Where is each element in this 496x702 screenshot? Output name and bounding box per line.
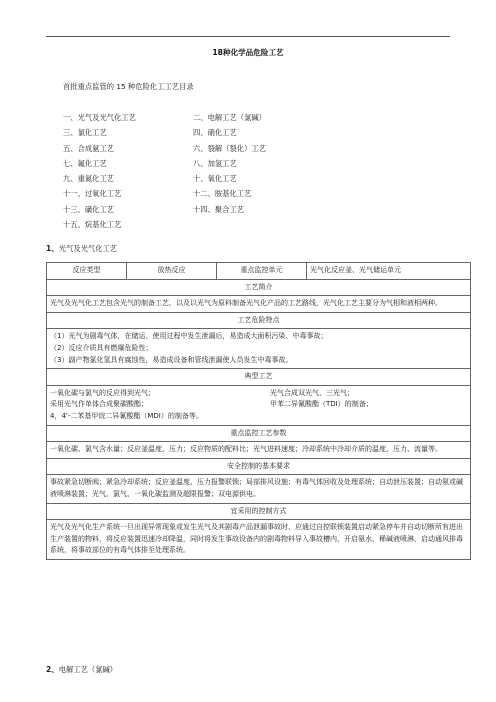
catalog-item: 十一、过氧化工艺 xyxy=(63,189,122,199)
catalog-item: 八、加氢工艺 xyxy=(193,158,237,168)
table-row xyxy=(47,475,471,503)
typical-item: 光气合成双光气、三光气； xyxy=(270,388,354,397)
catalog-item: 十、氧化工艺 xyxy=(193,174,237,184)
section-body-cell: 一氧化碳、氯气含水量；反应釜温度、压力；反应物质的配料比；光气进料速度；冷却系统中冷却介质的温度、压力、流量等。 xyxy=(47,442,471,459)
catalog-intro: 首批重点监管的 15 种危险化工工艺目录 xyxy=(63,82,194,91)
hazard-item: （1）光气为剧毒气体，在储运、使用过程中发生泄漏后，易造成大面积污染、中毒事故； xyxy=(50,332,328,341)
section-header-cell: 安全控制的基本要求 xyxy=(47,458,471,475)
table-row xyxy=(47,385,471,425)
typical-row xyxy=(50,388,467,400)
catalog-item: 十二、胺基化工艺 xyxy=(193,189,252,199)
catalog-item: 七、氟化工艺 xyxy=(63,158,107,168)
table-cell: 重点监控单元 xyxy=(217,263,307,280)
catalog-row xyxy=(63,220,363,235)
section-body-cell: 事故紧急切断阀；紧急冷却系统；反应釜温度、压力报警联锁；局部排风设施；有毒气体回收及处理系统；自动泄压装置；自动氨或碱液喷淋装置；光气、氯气、一氧化碳监测及超限报警；双电源供电。 xyxy=(47,475,471,503)
table-row xyxy=(47,263,471,280)
section-name: 电解工艺（氯碱） xyxy=(58,665,118,674)
table-row xyxy=(47,458,471,475)
section-heading-1 xyxy=(46,243,117,254)
section-name: 光气及光气化工艺 xyxy=(58,244,118,253)
process-table xyxy=(46,262,471,560)
catalog-row xyxy=(63,113,363,128)
catalog-row xyxy=(63,144,363,159)
catalog-item: 六、裂解（裂化）工艺 xyxy=(193,143,266,153)
table-row xyxy=(47,425,471,442)
table-cell: 光气化反应釜、光气储运单元 xyxy=(307,263,471,280)
table-row xyxy=(47,329,471,369)
typical-item: 一氧化碳与氯气的反应得到光气； xyxy=(50,388,155,397)
section-number: 1、 xyxy=(46,244,59,253)
section-header-cell: 宜采用的控制方式 xyxy=(47,503,471,520)
section-body-cell xyxy=(47,385,471,425)
catalog-item: 九、重氮化工艺 xyxy=(63,174,115,184)
table-row xyxy=(47,369,471,386)
section-header-cell: 重点监控工艺参数 xyxy=(47,425,471,442)
section-body-cell xyxy=(47,329,471,369)
section-body-cell: 光气及光气化生产系统一旦出现异常现象或发生光气及其剧毒产品泄漏事故时，应通过自控联锁装置启动紧急停车并自动切断所有进出生产装置的物料，将反应装置迅速冷却降温，同时将发生事故设备内的剧毒物料导入事故槽内，开启氨水、稀碱液喷淋，启动通风排毒系统，将事故部位的有毒气体排至处理系统。 xyxy=(47,520,471,560)
table-row xyxy=(47,520,471,560)
catalog-row xyxy=(63,174,363,189)
hazard-item: （2）反应介质具有燃爆危险性； xyxy=(50,343,153,352)
section-header-cell: 典型工艺 xyxy=(47,369,471,386)
table-row xyxy=(47,279,471,296)
catalog-item: 十三、磺化工艺 xyxy=(63,204,115,214)
hazard-item: （3）副产物氯化氢具有腐蚀性，易造成设备和管线泄漏使人员发生中毒事故。 xyxy=(50,355,293,364)
catalog-row xyxy=(63,128,363,143)
table-row xyxy=(47,312,471,329)
catalog-row xyxy=(63,189,363,204)
typical-row xyxy=(50,411,467,423)
section-header-cell: 工艺简介 xyxy=(47,279,471,296)
table-row xyxy=(47,442,471,459)
catalog-row xyxy=(63,159,363,174)
catalog-item: 二、电解工艺（氯碱） xyxy=(193,113,266,122)
catalog-item: 五、合成氨工艺 xyxy=(63,143,115,153)
section-body-cell: 光气及光气化工艺包含光气的制备工艺，以及以光气为原料制备光气化产品的工艺路线，光气化工艺主要分为气相和液相两种。 xyxy=(47,296,471,313)
section-heading-2 xyxy=(46,664,117,675)
catalog-row xyxy=(63,205,363,220)
typical-row xyxy=(50,399,467,411)
table-row xyxy=(47,503,471,520)
catalog-item: 三、氯化工艺 xyxy=(63,128,107,138)
catalog-item: 十五、烷基化工艺 xyxy=(63,220,122,230)
table-row xyxy=(47,296,471,313)
document-title: 18种化学品危险工艺 xyxy=(212,48,284,57)
typical-item: 采用光气作单体合成聚碳酸酯； xyxy=(50,400,148,409)
header-rule xyxy=(46,36,450,37)
table-cell: 反应类型 xyxy=(47,263,127,280)
table-cell: 放热反应 xyxy=(127,263,217,280)
section-header-cell: 工艺危险特点 xyxy=(47,312,471,329)
catalog-item: 四、硝化工艺 xyxy=(193,128,237,138)
typical-item: 4，4'-二苯基甲烷二异氰酸酯（MDI）的制备等。 xyxy=(50,411,203,420)
catalog-item: 十四、聚合工艺 xyxy=(193,204,245,214)
typical-item: 甲苯二异氰酸酯（TDI）的制备； xyxy=(270,400,373,409)
process-catalog xyxy=(63,113,363,235)
catalog-item: 一、光气及光气化工艺 xyxy=(63,113,136,122)
section-number: 2、 xyxy=(46,665,59,674)
